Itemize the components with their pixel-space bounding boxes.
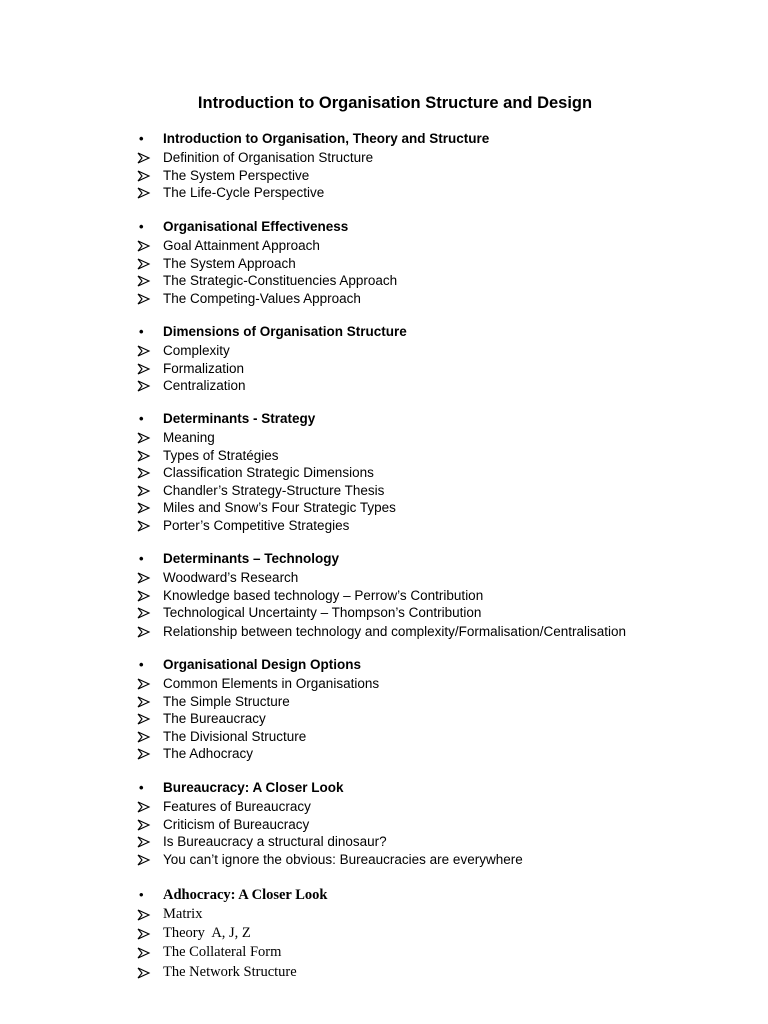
arrow-bullet-icon: [137, 170, 151, 182]
list-item: [0, 693, 768, 711]
list-item: [0, 429, 768, 447]
list-item: [0, 623, 768, 641]
section-bureaucracy: [0, 778, 768, 868]
list-item-text: Features of Bureaucracy: [163, 799, 311, 814]
arrow-bullet-icon: [137, 590, 151, 602]
arrow-bullet-icon: [137, 909, 151, 921]
list-item-text: Goal Attainment Approach: [163, 238, 320, 253]
arrow-bullet-icon: [137, 836, 151, 848]
list-item: [0, 675, 768, 693]
section-heading-row: [0, 885, 768, 905]
section-strategy: [0, 409, 768, 535]
list-item: [0, 816, 768, 834]
list-item: [0, 517, 768, 535]
arrow-bullet-icon: [137, 928, 151, 940]
list-item-text: The System Perspective: [163, 167, 310, 183]
section-heading-row: [0, 549, 768, 569]
list-item: [0, 272, 768, 290]
list-item: [0, 963, 768, 982]
bullet-icon: •: [139, 780, 144, 795]
section-effectiveness: [0, 217, 768, 307]
list-item: [0, 604, 768, 622]
list-item: [0, 587, 768, 605]
bullet-icon: •: [139, 411, 144, 426]
list-item: [0, 342, 768, 360]
bullet-icon: •: [139, 657, 144, 672]
section-adhocracy: [0, 885, 768, 982]
arrow-bullet-icon: [137, 380, 151, 392]
arrow-bullet-icon: [137, 801, 151, 813]
section-heading-row: [0, 322, 768, 342]
section-dimensions: [0, 322, 768, 395]
list-item-text: Theory A, J, Z: [163, 925, 251, 942]
list-item: [0, 184, 768, 202]
arrow-bullet-icon: [137, 520, 151, 532]
list-item: [0, 360, 768, 378]
arrow-bullet-icon: [137, 152, 151, 164]
list-item-text: Complexity: [163, 343, 230, 358]
section-heading: Adhocracy: A Closer Look: [163, 887, 328, 903]
arrow-bullet-icon: [137, 696, 151, 708]
arrow-bullet-icon: [137, 432, 151, 444]
list-item-text: The Simple Structure: [163, 693, 290, 709]
list-item-text: Knowledge based technology – Perrow’s Contribution: [163, 587, 484, 603]
arrow-bullet-icon: [137, 607, 151, 619]
bullet-icon: •: [139, 551, 144, 566]
arrow-bullet-icon: [137, 293, 151, 305]
section-heading: Organisational Design Options: [163, 657, 362, 672]
list-item: [0, 482, 768, 500]
section-heading-row: [0, 129, 768, 149]
arrow-bullet-icon: [137, 626, 151, 638]
list-item-text: Relationship between technology and complexity/Formalisation/Centralisation: [163, 624, 627, 640]
list-item-text: The Strategic-Constituencies Approach: [163, 273, 398, 289]
bullet-icon: •: [139, 324, 144, 339]
list-item-text: Definition of Organisation Structure: [163, 150, 374, 165]
section-design-options: [0, 655, 768, 763]
arrow-bullet-icon: [137, 187, 151, 199]
list-item-text: Types of Stratégies: [163, 447, 279, 463]
arrow-bullet-icon: [137, 678, 151, 690]
arrow-bullet-icon: [137, 450, 151, 462]
section-intro: [0, 129, 768, 202]
section-heading-row: [0, 778, 768, 798]
arrow-bullet-icon: [137, 345, 151, 357]
list-item-text: Woodward’s Research: [163, 570, 299, 585]
list-item: [0, 377, 768, 395]
bullet-icon: •: [139, 219, 144, 234]
list-item-text: Classification Strategic Dimensions: [163, 465, 374, 481]
section-heading-row: [0, 655, 768, 675]
list-item-text: The Bureaucracy: [163, 711, 266, 727]
list-item: [0, 464, 768, 482]
list-item: [0, 167, 768, 185]
list-item: [0, 924, 768, 943]
list-item-text: Common Elements in Organisations: [163, 676, 380, 691]
list-item-text: The Collateral Form: [163, 944, 282, 961]
list-item: [0, 447, 768, 465]
list-item-text: Meaning: [163, 430, 215, 445]
arrow-bullet-icon: [137, 967, 151, 979]
list-item: [0, 728, 768, 746]
list-item-text: Criticism of Bureaucracy: [163, 816, 310, 832]
page-title: Introduction to Organisation Structure and Design: [197, 94, 593, 112]
arrow-bullet-icon: [137, 731, 151, 743]
list-item-text: The System Approach: [163, 255, 296, 271]
list-item-text: Matrix: [163, 906, 203, 922]
list-item: [0, 943, 768, 962]
section-heading: Dimensions of Organisation Structure: [163, 324, 407, 339]
arrow-bullet-icon: [137, 485, 151, 497]
section-heading: Determinants - Strategy: [163, 411, 316, 426]
list-item: [0, 905, 768, 924]
list-item: [0, 710, 768, 728]
list-item: [0, 255, 768, 273]
arrow-bullet-icon: [137, 947, 151, 959]
list-item: [0, 833, 768, 851]
list-item-text: Is Bureaucracy a structural dinosaur?: [163, 834, 387, 850]
arrow-bullet-icon: [137, 275, 151, 287]
list-item-text: The Divisional Structure: [163, 728, 307, 744]
arrow-bullet-icon: [137, 467, 151, 479]
section-heading: Introduction to Organisation, Theory and Structure: [163, 131, 490, 146]
list-item: [0, 851, 768, 869]
list-item-text: Formalization: [163, 360, 245, 376]
arrow-bullet-icon: [137, 748, 151, 760]
list-item-text: The Adhocracy: [163, 746, 254, 762]
list-item-text: Technological Uncertainty – Thompson’s Contribution: [163, 605, 482, 621]
list-item-text: Miles and Snow’s Four Strategic Types: [163, 500, 396, 516]
list-item-text: Porter’s Competitive Strategies: [163, 517, 350, 533]
list-item: [0, 499, 768, 517]
list-item: [0, 745, 768, 763]
section-technology: [0, 549, 768, 641]
section-heading: Bureaucracy: A Closer Look: [163, 780, 344, 795]
section-heading-row: [0, 409, 768, 429]
list-item-text: Centralization: [163, 378, 246, 394]
section-heading: Determinants – Technology: [163, 551, 340, 566]
arrow-bullet-icon: [137, 713, 151, 725]
bullet-icon: •: [139, 131, 144, 146]
arrow-bullet-icon: [137, 502, 151, 514]
bullet-icon: •: [139, 887, 144, 902]
section-heading-row: [0, 217, 768, 237]
list-item-text: You can’t ignore the obvious: Bureaucracies are everywhere: [163, 851, 523, 867]
list-item: [0, 798, 768, 816]
list-item: [0, 569, 768, 587]
list-item-text: The Competing-Values Approach: [163, 290, 361, 306]
section-heading: Organisational Effectiveness: [163, 219, 349, 234]
arrow-bullet-icon: [137, 572, 151, 584]
list-item: [0, 237, 768, 255]
arrow-bullet-icon: [137, 854, 151, 866]
arrow-bullet-icon: [137, 258, 151, 270]
arrow-bullet-icon: [137, 240, 151, 252]
list-item-text: Chandler’s Strategy-Structure Thesis: [163, 482, 385, 498]
arrow-bullet-icon: [137, 819, 151, 831]
list-item-text: The Life-Cycle Perspective: [163, 185, 325, 201]
list-item: [0, 149, 768, 167]
arrow-bullet-icon: [137, 363, 151, 375]
list-item-text: The Network Structure: [163, 963, 297, 980]
list-item: [0, 290, 768, 308]
